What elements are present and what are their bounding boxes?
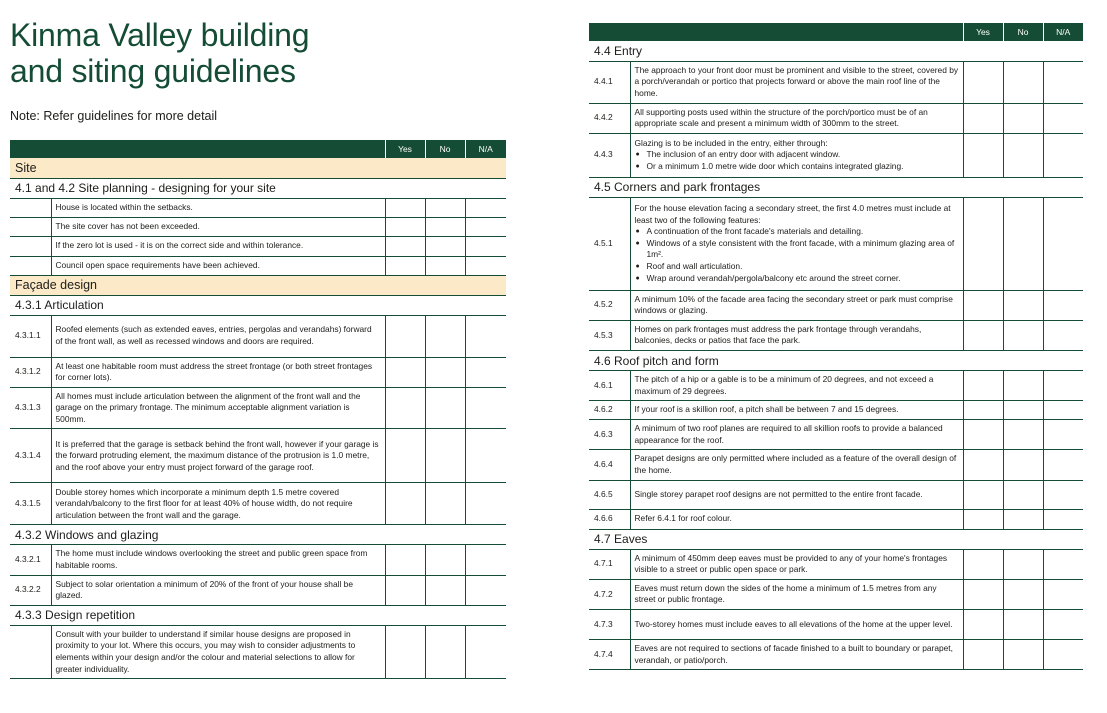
item-text: Council open space requirements have been achieved. bbox=[51, 256, 385, 275]
bullet-list bbox=[635, 226, 959, 284]
category-facade: Façade design bbox=[10, 275, 506, 295]
item-number bbox=[10, 198, 51, 217]
checklist-row bbox=[10, 545, 506, 575]
na-checkbox[interactable] bbox=[1043, 610, 1083, 640]
checklist-row bbox=[10, 217, 506, 236]
checklist-row bbox=[589, 401, 1083, 420]
na-checkbox[interactable] bbox=[465, 483, 506, 525]
no-checkbox[interactable] bbox=[425, 217, 465, 236]
yes-checkbox[interactable] bbox=[385, 483, 425, 525]
no-checkbox[interactable] bbox=[1003, 401, 1043, 420]
item-number: 4.6.4 bbox=[589, 450, 630, 480]
item-text: The home must include windows overlooking the street and public green space from habitable rooms. bbox=[51, 545, 385, 575]
subheading-row-repetition bbox=[10, 605, 506, 625]
item-number: 4.3.1.2 bbox=[10, 357, 51, 387]
yes-checkbox[interactable] bbox=[963, 103, 1003, 133]
na-checkbox[interactable] bbox=[465, 575, 506, 605]
yes-checkbox[interactable] bbox=[963, 610, 1003, 640]
item-text: Eaves must return down the sides of the home a minimum of 1.5 metres from any street or public frontage. bbox=[630, 579, 963, 609]
na-checkbox[interactable] bbox=[1043, 61, 1083, 103]
subheading-roof: 4.6 Roof pitch and form bbox=[589, 351, 1083, 371]
title-line-1: Kinma Valley building bbox=[10, 17, 310, 53]
no-checkbox[interactable] bbox=[1003, 610, 1043, 640]
no-checkbox[interactable] bbox=[425, 315, 465, 357]
no-checkbox[interactable] bbox=[425, 198, 465, 217]
yes-checkbox[interactable] bbox=[385, 387, 425, 429]
item-text: A minimum of 450mm deep eaves must be provided to any of your home's frontages visible to a street or public open space or park. bbox=[630, 549, 963, 579]
no-checkbox[interactable] bbox=[1003, 290, 1043, 320]
item-text: Parapet designs are only permitted where included as a feature of the overall design of the home. bbox=[630, 450, 963, 480]
item-text: Single storey parapet roof designs are not permitted to the entire front facade. bbox=[630, 480, 963, 509]
no-checkbox[interactable] bbox=[425, 236, 465, 256]
col-no-header: No bbox=[425, 140, 465, 158]
checklist-row bbox=[589, 480, 1083, 509]
checklist-row bbox=[10, 256, 506, 275]
item-text: At least one habitable room must address the street frontage (or both street frontages for corner lots). bbox=[51, 357, 385, 387]
checklist-row bbox=[589, 103, 1083, 133]
yes-checkbox[interactable] bbox=[963, 371, 1003, 401]
column-header-row bbox=[10, 140, 506, 158]
item-text: It is preferred that the garage is setback behind the front wall, however if your garage is the forward protruding element, the maximum distance of the protrusion is 1.0 metre, and the roof above your entry must project forward of the garage roof. bbox=[51, 429, 385, 483]
checklist-row bbox=[10, 429, 506, 483]
na-checkbox[interactable] bbox=[1043, 401, 1083, 420]
item-text: Double storey homes which incorporate a minimum depth 1.5 metre covered verandah/balcony to the first floor for at least 40% of house width, do not require articulation between the front wall and the garage. bbox=[51, 483, 385, 525]
no-checkbox[interactable] bbox=[1003, 509, 1043, 529]
subheading-row-corners bbox=[589, 177, 1083, 197]
checklist-row bbox=[10, 315, 506, 357]
subheading-row-roof bbox=[589, 351, 1083, 371]
yes-checkbox[interactable] bbox=[963, 61, 1003, 103]
na-checkbox[interactable] bbox=[1043, 103, 1083, 133]
subheading-site-planning: 4.1 and 4.2 Site planning - designing for your site bbox=[10, 178, 506, 198]
item-text: If your roof is a skillion roof, a pitch shall be between 7 and 15 degrees. bbox=[630, 401, 963, 420]
no-checkbox[interactable] bbox=[425, 625, 465, 678]
item-number: 4.6.1 bbox=[589, 371, 630, 401]
na-checkbox[interactable] bbox=[465, 198, 506, 217]
yes-checkbox[interactable] bbox=[385, 236, 425, 256]
item-text: The approach to your front door must be prominent and visible to the street, covered by a porch/verandah or portico that projects forward or above the main roof line of the home. bbox=[630, 61, 963, 103]
yes-checkbox[interactable] bbox=[963, 420, 1003, 450]
item-text: If the zero lot is used - it is on the correct side and within tolerance. bbox=[51, 236, 385, 256]
na-checkbox[interactable] bbox=[465, 545, 506, 575]
checklist-row bbox=[589, 549, 1083, 579]
item-number bbox=[10, 236, 51, 256]
header-blank bbox=[589, 23, 963, 41]
na-checkbox[interactable] bbox=[1043, 290, 1083, 320]
guidelines-note: Note: Refer guidelines for more detail bbox=[10, 109, 218, 123]
checklist-row bbox=[10, 387, 506, 429]
item-number: 4.6.6 bbox=[589, 509, 630, 529]
na-checkbox[interactable] bbox=[1043, 579, 1083, 609]
yes-checkbox[interactable] bbox=[385, 198, 425, 217]
category-row-site bbox=[10, 158, 506, 178]
item-number: 4.5.1 bbox=[589, 197, 630, 290]
item-text: Consult with your builder to understand if similar house designs are proposed in proximity to your lot. Where this occurs, you may wish to consider adjustments to elements within your design and/or the colour and material selections to allow for greater individuality. bbox=[51, 625, 385, 678]
checklist-row bbox=[589, 133, 1083, 177]
item-number: 4.6.3 bbox=[589, 420, 630, 450]
na-checkbox[interactable] bbox=[1043, 420, 1083, 450]
checklist-row bbox=[10, 625, 506, 678]
col-no-header: No bbox=[1003, 23, 1043, 41]
item-number: 4.3.2.2 bbox=[10, 575, 51, 605]
subheading-row-eaves bbox=[589, 529, 1083, 549]
no-checkbox[interactable] bbox=[1003, 320, 1043, 350]
item-number: 4.4.1 bbox=[589, 61, 630, 103]
yes-checkbox[interactable] bbox=[385, 315, 425, 357]
checklist-row bbox=[589, 509, 1083, 529]
bullet-item: ● The inclusion of an entry door with adjacent window. bbox=[635, 149, 959, 161]
na-checkbox[interactable] bbox=[465, 256, 506, 275]
checklist-row bbox=[589, 290, 1083, 320]
checklist-row bbox=[589, 197, 1083, 290]
no-checkbox[interactable] bbox=[1003, 420, 1043, 450]
item-text: Eaves are not required to sections of facade finished to a built to boundary or parapet, verandah, or patio/porch. bbox=[630, 640, 963, 670]
yes-checkbox[interactable] bbox=[385, 625, 425, 678]
bullet-item: ● Or a minimum 1.0 metre wide door which contains integrated glazing. bbox=[635, 161, 959, 173]
checklist-row bbox=[589, 610, 1083, 640]
subheading-row-windows bbox=[10, 525, 506, 545]
no-checkbox[interactable] bbox=[1003, 133, 1043, 177]
yes-checkbox[interactable] bbox=[963, 133, 1003, 177]
bullet-item: ● Wrap around verandah/pergola/balcony etc around the street corner. bbox=[635, 273, 959, 285]
item-number: 4.3.2.1 bbox=[10, 545, 51, 575]
column-header-row bbox=[589, 23, 1083, 41]
item-number: 4.4.3 bbox=[589, 133, 630, 177]
no-checkbox[interactable] bbox=[425, 357, 465, 387]
bullet-item: ● Windows of a style consistent with the front facade, with a minimum glazing area of 1m². bbox=[635, 238, 959, 261]
no-checkbox[interactable] bbox=[425, 545, 465, 575]
yes-checkbox[interactable] bbox=[963, 549, 1003, 579]
checklist-row bbox=[589, 450, 1083, 480]
item-text: Refer 6.4.1 for roof colour. bbox=[630, 509, 963, 529]
bullet-item: ● A continuation of the front facade's materials and detailing. bbox=[635, 226, 959, 238]
item-text: The site cover has not been exceeded. bbox=[51, 217, 385, 236]
na-checkbox[interactable] bbox=[1043, 197, 1083, 290]
no-checkbox[interactable] bbox=[1003, 197, 1043, 290]
page-title bbox=[10, 17, 309, 89]
yes-checkbox[interactable] bbox=[963, 480, 1003, 509]
checklist-row bbox=[589, 640, 1083, 670]
na-checkbox[interactable] bbox=[465, 315, 506, 357]
no-checkbox[interactable] bbox=[425, 575, 465, 605]
na-checkbox[interactable] bbox=[1043, 133, 1083, 177]
yes-checkbox[interactable] bbox=[385, 429, 425, 483]
yes-checkbox[interactable] bbox=[385, 357, 425, 387]
item-number bbox=[10, 217, 51, 236]
item-number bbox=[10, 256, 51, 275]
item-text: A minimum 10% of the facade area facing the secondary street or park must comprise windows or glazing. bbox=[630, 290, 963, 320]
item-number: 4.7.4 bbox=[589, 640, 630, 670]
no-checkbox[interactable] bbox=[1003, 640, 1043, 670]
yes-checkbox[interactable] bbox=[963, 290, 1003, 320]
item-text: House is located within the setbacks. bbox=[51, 198, 385, 217]
na-checkbox[interactable] bbox=[1043, 450, 1083, 480]
subheading-windows: 4.3.2 Windows and glazing bbox=[10, 525, 506, 545]
item-number bbox=[10, 625, 51, 678]
na-checkbox[interactable] bbox=[1043, 640, 1083, 670]
na-checkbox[interactable] bbox=[465, 625, 506, 678]
checklist-row bbox=[589, 371, 1083, 401]
col-yes-header: Yes bbox=[963, 23, 1003, 41]
no-checkbox[interactable] bbox=[1003, 480, 1043, 509]
yes-checkbox[interactable] bbox=[385, 217, 425, 236]
no-checkbox[interactable] bbox=[425, 387, 465, 429]
category-site: Site bbox=[10, 158, 506, 178]
item-text: Two-storey homes must include eaves to all elevations of the home at the upper level. bbox=[630, 610, 963, 640]
subheading-row-articulation bbox=[10, 295, 506, 315]
na-checkbox[interactable] bbox=[465, 429, 506, 483]
subheading-eaves: 4.7 Eaves bbox=[589, 529, 1083, 549]
item-number: 4.6.2 bbox=[589, 401, 630, 420]
subheading-corners: 4.5 Corners and park frontages bbox=[589, 177, 1083, 197]
no-checkbox[interactable] bbox=[1003, 61, 1043, 103]
checklist-row bbox=[589, 320, 1083, 350]
na-checkbox[interactable] bbox=[1043, 549, 1083, 579]
checklist-row bbox=[589, 61, 1083, 103]
item-text: All supporting posts used within the structure of the porch/portico must be of an appropriate scale and present a minimum width of 300mm to the street. bbox=[630, 103, 963, 133]
item-text: Roofed elements (such as extended eaves, entries, pergolas and verandahs) forward of the front wall, as well as recessed windows and doors are required. bbox=[51, 315, 385, 357]
na-checkbox[interactable] bbox=[465, 387, 506, 429]
item-text: Homes on park frontages must address the park frontage through verandahs, balconies, decks or patios that face the park. bbox=[630, 320, 963, 350]
item-number: 4.3.1.3 bbox=[10, 387, 51, 429]
item-intro: For the house elevation facing a secondary street, the first 4.0 metres must include at least two of the following features: bbox=[634, 203, 951, 225]
item-intro: Glazing is to be included in the entry, either through: bbox=[634, 137, 828, 148]
no-checkbox[interactable] bbox=[1003, 579, 1043, 609]
item-text: The pitch of a hip or a gable is to be a minimum of 20 degrees, and not exceed a maximum of 29 degrees. bbox=[630, 371, 963, 401]
item-number: 4.4.2 bbox=[589, 103, 630, 133]
item-text: All homes must include articulation between the alignment of the front wall and the garage on the primary frontage. The minimum acceptable alignment variation is 500mm. bbox=[51, 387, 385, 429]
col-na-header: N/A bbox=[1043, 23, 1083, 41]
no-checkbox[interactable] bbox=[1003, 371, 1043, 401]
yes-checkbox[interactable] bbox=[385, 256, 425, 275]
item-text: A minimum of two roof planes are required to all skillion roofs to provide a balanced appearance for the roof. bbox=[630, 420, 963, 450]
no-checkbox[interactable] bbox=[425, 256, 465, 275]
item-number: 4.7.1 bbox=[589, 549, 630, 579]
subheading-row-entry bbox=[589, 41, 1083, 61]
yes-checkbox[interactable] bbox=[963, 320, 1003, 350]
subheading-entry: 4.4 Entry bbox=[589, 41, 1083, 61]
item-number: 4.6.5 bbox=[589, 480, 630, 509]
na-checkbox[interactable] bbox=[1043, 509, 1083, 529]
bullet-list bbox=[635, 149, 959, 172]
subheading-repetition: 4.3.3 Design repetition bbox=[10, 605, 506, 625]
bullet-item: ● Roof and wall articulation. bbox=[635, 261, 959, 273]
yes-checkbox[interactable] bbox=[963, 509, 1003, 529]
yes-checkbox[interactable] bbox=[963, 450, 1003, 480]
item-text bbox=[630, 133, 963, 177]
no-checkbox[interactable] bbox=[425, 483, 465, 525]
header-blank bbox=[10, 140, 385, 158]
item-text bbox=[630, 197, 963, 290]
no-checkbox[interactable] bbox=[1003, 549, 1043, 579]
checklist-row bbox=[589, 420, 1083, 450]
item-number: 4.3.1.4 bbox=[10, 429, 51, 483]
checklist-row bbox=[10, 357, 506, 387]
na-checkbox[interactable] bbox=[465, 217, 506, 236]
yes-checkbox[interactable] bbox=[963, 579, 1003, 609]
checklist-row bbox=[10, 236, 506, 256]
subheading-row-site-planning bbox=[10, 178, 506, 198]
item-number: 4.5.2 bbox=[589, 290, 630, 320]
no-checkbox[interactable] bbox=[425, 429, 465, 483]
yes-checkbox[interactable] bbox=[963, 197, 1003, 290]
item-number: 4.3.1.5 bbox=[10, 483, 51, 525]
item-number: 4.5.3 bbox=[589, 320, 630, 350]
no-checkbox[interactable] bbox=[1003, 103, 1043, 133]
subheading-articulation: 4.3.1 Articulation bbox=[10, 295, 506, 315]
na-checkbox[interactable] bbox=[1043, 480, 1083, 509]
item-number: 4.3.1.1 bbox=[10, 315, 51, 357]
yes-checkbox[interactable] bbox=[385, 575, 425, 605]
checklist-row bbox=[10, 575, 506, 605]
col-na-header: N/A bbox=[465, 140, 506, 158]
na-checkbox[interactable] bbox=[465, 357, 506, 387]
na-checkbox[interactable] bbox=[465, 236, 506, 256]
item-number: 4.7.3 bbox=[589, 610, 630, 640]
yes-checkbox[interactable] bbox=[963, 640, 1003, 670]
category-row-facade bbox=[10, 275, 506, 295]
na-checkbox[interactable] bbox=[1043, 371, 1083, 401]
col-yes-header: Yes bbox=[385, 140, 425, 158]
right-checklist-table bbox=[589, 23, 1083, 670]
checklist-row bbox=[589, 579, 1083, 609]
checklist-row bbox=[10, 198, 506, 217]
title-line-2: and siting guidelines bbox=[10, 53, 296, 89]
checklist-row bbox=[10, 483, 506, 525]
left-checklist-table bbox=[10, 140, 506, 679]
item-number: 4.7.2 bbox=[589, 579, 630, 609]
no-checkbox[interactable] bbox=[1003, 450, 1043, 480]
na-checkbox[interactable] bbox=[1043, 320, 1083, 350]
yes-checkbox[interactable] bbox=[963, 401, 1003, 420]
yes-checkbox[interactable] bbox=[385, 545, 425, 575]
item-text: Subject to solar orientation a minimum of 20% of the front of your house shall be glazed. bbox=[51, 575, 385, 605]
